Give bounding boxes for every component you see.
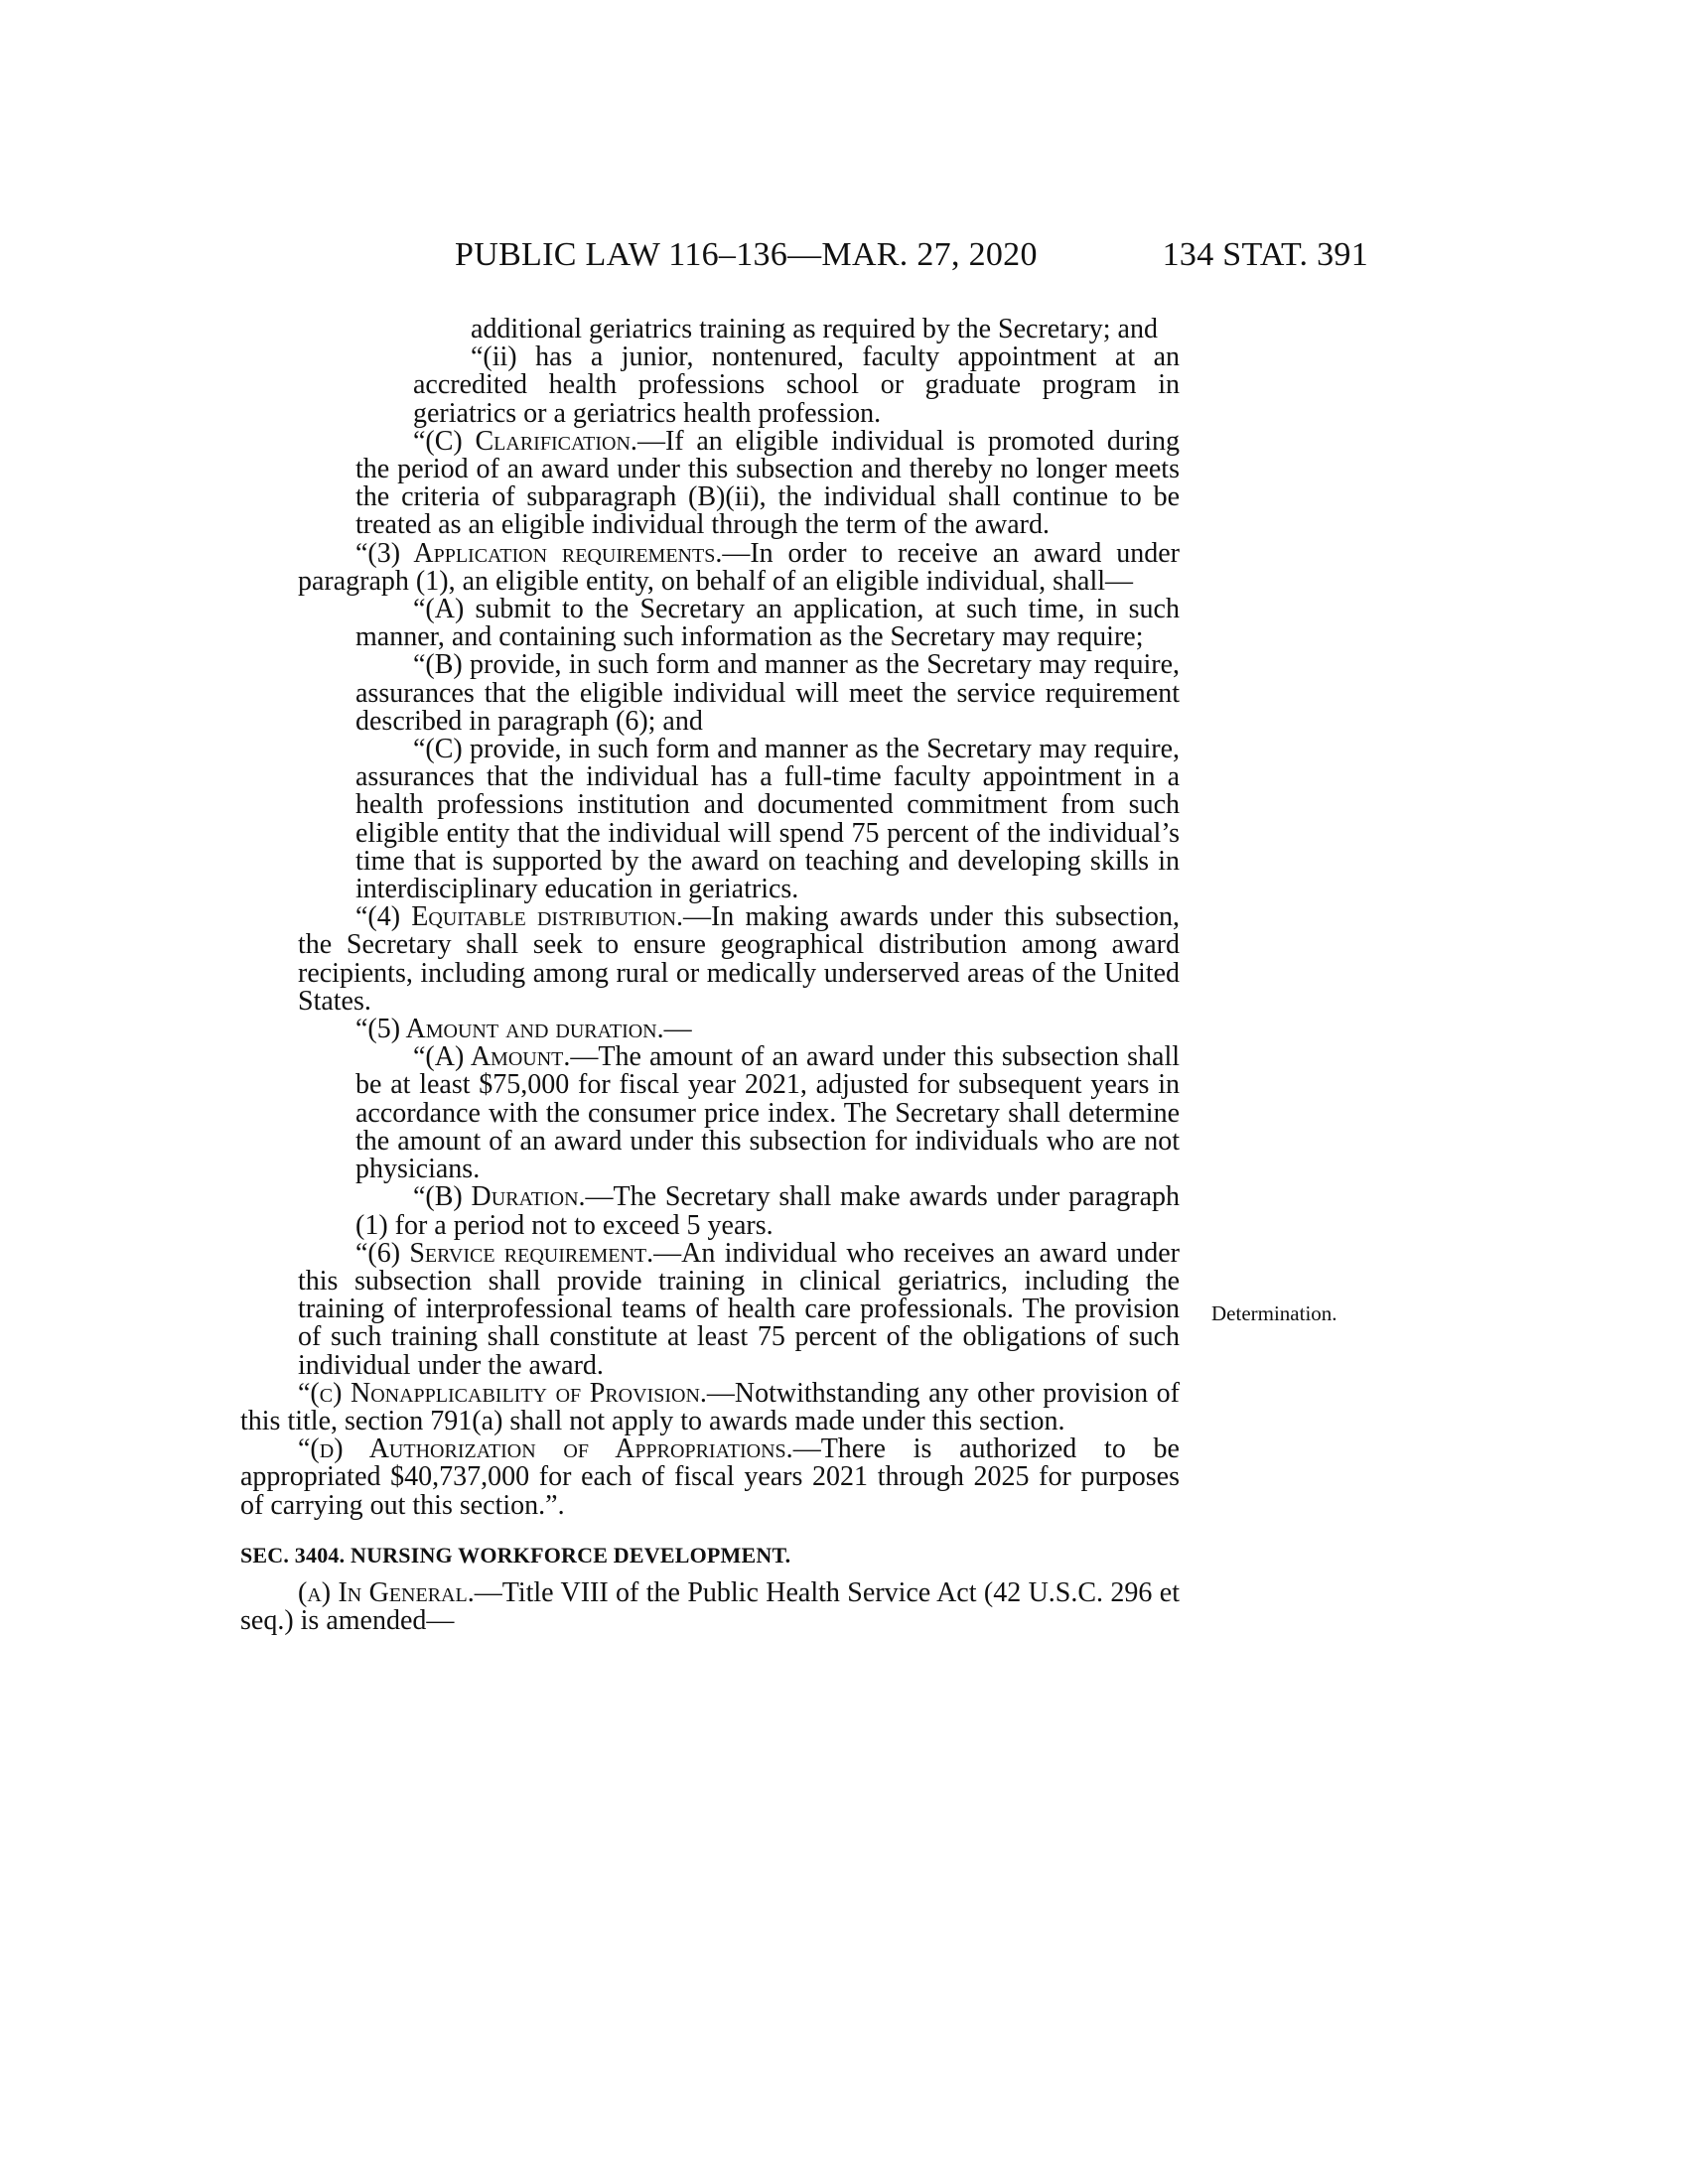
- paragraph-heading: “(A) Amount.: [413, 1041, 571, 1073]
- paragraph-text: —In making awards under this subsection, the Secretary shall seek to ensure geographical distribution among award recipients, including among rural or medically underserved areas of the United States.: [298, 901, 1180, 1017]
- paragraph-nonapplicability: [240, 1377, 1180, 1436]
- paragraph-heading: “(3) Application requirements.: [355, 537, 723, 569]
- header-stat-page: 134 STAT. 391: [1162, 236, 1368, 273]
- paragraph-text: “(B) provide, in such form and manner as the Secretary may require, assurances that the eligible individual will meet the service requirement described in paragraph (6); and: [355, 649, 1180, 737]
- paragraph-assurances-service: [298, 651, 1180, 736]
- paragraph-heading: (a) In General.: [298, 1576, 475, 1608]
- paragraph-clause-ii: [298, 343, 1180, 428]
- paragraph-heading: “(B) Duration.: [413, 1181, 586, 1213]
- paragraph-text: “(C) provide, in such form and manner as the Secretary may require, assurances that the individual has a full-time faculty appointment in a health professions institution and documented commitment from such eligible entity that the individual will spend 75 percent of the individual’s time that is supported by the award on teaching and developing skills in interdisciplinary education in geriatrics.: [355, 734, 1180, 905]
- paragraph-duration: [298, 1183, 1180, 1239]
- margin-note: Determination.: [1211, 1301, 1337, 1325]
- paragraph-heading: “(d) Authorization of Appropriations.: [298, 1433, 793, 1465]
- paragraph-amount: [298, 1043, 1180, 1183]
- paragraph-text: —The amount of an award under this subsection shall be at least $75,000 for fiscal year 2021, adjusted for subsequent years in accordance with the consumer price index. The Secretary shall determine the amount of an award under this subsection for individuals who are not physicians.: [355, 1041, 1180, 1185]
- paragraph-authorization: [240, 1435, 1180, 1520]
- paragraph-assurances-faculty: [298, 736, 1180, 903]
- paragraph-text: “(A) submit to the Secretary an application, at such time, in such manner, and containing such information as the Secretary may require;: [355, 594, 1180, 653]
- paragraph-application-requirements: [298, 537, 1180, 597]
- paragraph-heading: “(4) Equitable distribution.: [355, 901, 683, 933]
- paragraph-text: —There is authorized to be appropriated $40,737,000 for each of fiscal years 2021 through 2025 for purposes of carrying out this section.”.: [240, 1433, 1180, 1521]
- header-law-citation: PUBLIC LAW 116–136—MAR. 27, 2020: [455, 236, 1038, 273]
- paragraph-equitable-distribution: [298, 903, 1180, 1016]
- paragraph-text: —Title VIII of the Public Health Service Act (42 U.S.C. 296 et seq.) is amended—: [240, 1576, 1180, 1637]
- page-header: [455, 236, 1368, 286]
- paragraph-heading: “(C) Clarification.: [413, 425, 637, 457]
- paragraph-continuation: [298, 316, 1180, 343]
- paragraph-text: —: [663, 1014, 692, 1045]
- paragraph-submit-application: [298, 596, 1180, 651]
- paragraph-service-requirement: [298, 1237, 1180, 1381]
- paragraph-text: “(ii) has a junior, nontenured, faculty appointment at an accredited health professions school or graduate program in geriatrics or a geriatrics health profession.: [413, 341, 1180, 429]
- paragraph-text: —In order to receive an award under paragraph (1), an eligible entity, on behalf of an eligible individual, shall—: [298, 537, 1180, 597]
- paragraph-text: —An individual who receives an award under this subsection shall provide training in clinical geriatrics, including the training of interprofessional teams of health care professionals. The provision of such training shall constitute at least 75 percent of the obligations of such individual under the award.: [298, 1237, 1180, 1381]
- paragraph-heading: “(c) Nonapplicability of Provision.: [298, 1377, 707, 1409]
- document-body: [240, 314, 1181, 1637]
- paragraph-amount-and-duration: [298, 1016, 1180, 1043]
- paragraph-text: —If an eligible individual is promoted during the period of an award under this subsection and thereby no longer meets the criteria of subparagraph (B)(ii), the individual shall continue to be treated as an eligible individual through the term of the award.: [355, 425, 1181, 541]
- paragraph-text: —The Secretary shall make awards under paragraph (1) for a period not to exceed 5 years.: [355, 1181, 1181, 1241]
- section-heading: SEC. 3404. NURSING WORKFORCE DEVELOPMENT.: [240, 1542, 791, 1568]
- paragraph-in-general: [240, 1576, 1180, 1637]
- paragraph-text: —Notwithstanding any other provision of this title, section 791(a) shall not apply to awards made under this section.: [240, 1377, 1180, 1436]
- paragraph-heading: “(6) Service requirement.: [355, 1237, 654, 1269]
- paragraph-text: additional geriatrics training as required by the Secretary; and: [471, 314, 1158, 344]
- paragraph-clarification: [298, 425, 1181, 541]
- paragraph-heading: “(5) Amount and duration.: [355, 1014, 664, 1045]
